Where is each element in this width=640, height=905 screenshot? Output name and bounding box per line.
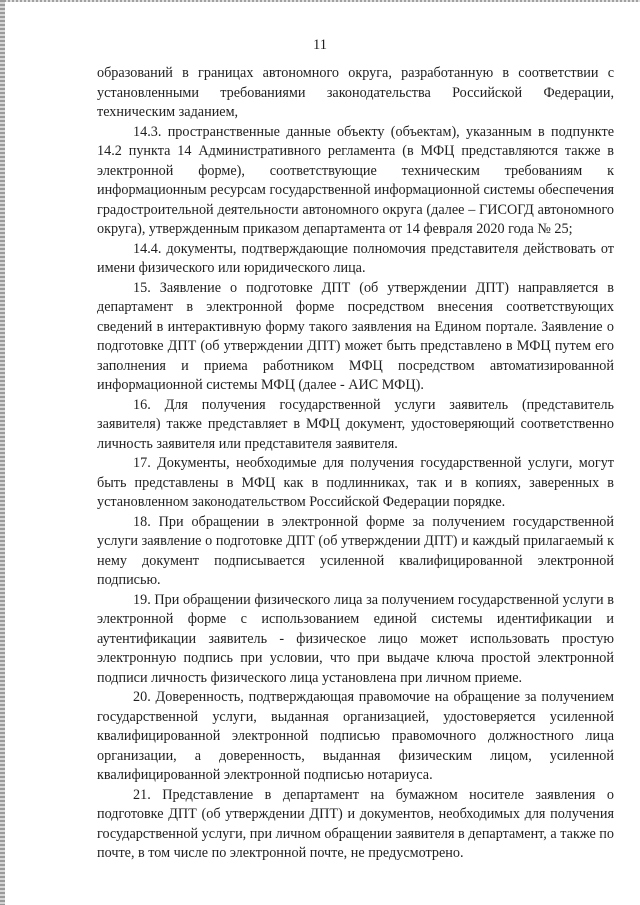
paragraph-14-3: 14.3. пространственные данные объекту (объектам), указанным в подпункте 14.2 пункта 14 Административного регламента (в МФЦ представляются также в электронной форме), соответствующие техническим требованиям к информационным ресурсам государственной информационной системы обеспечения градостроительной деятельности автономного округа (далее – ГИСОГД автономного округа), утвержденным приказом департамента от 14 февраля 2020 года № 25;: [97, 123, 614, 237]
paragraph-17: 17. Документы, необходимые для получения государственной услуги, могут быть представлены в МФЦ как в подлинниках, так и в копиях, заверенных в установленном законодательством Российской Федерации порядке.: [97, 455, 614, 510]
paragraph-20: 20. Доверенность, подтверждающая правомочие на обращение за получением государственной услуги, выданная организацией, удостоверяется усиленной квалифицированной электронной подписью правомочного должностного лица организации, а доверенность, выданная физическим лицом, усиленной квалифицированной электронной подписью нотариуса.: [97, 689, 614, 783]
paragraph-16: 16. Для получения государственной услуги заявитель (представитель заявителя) также представляет в МФЦ документ, удостоверяющий соответственно личность заявителя или представителя заявителя.: [97, 396, 614, 452]
scan-top-edge: [0, 0, 640, 2]
paragraph-19: 19. При обращении физического лица за получением государственной услуги в электронной форме с использованием единой системы идентификации и аутентификации заявитель - физическое лицо может использовать простую электронную подпись при условии, что при выдаче ключа простой электронной подписи личность физического лица установлена при личном приеме.: [97, 591, 614, 686]
paragraph-14-4: 14.4. документы, подтверждающие полномочия представителя действовать от имени физического или юридического лица.: [97, 240, 614, 276]
scan-left-edge: [0, 0, 5, 905]
paragraph-18: 18. При обращении в электронной форме за получением государственной услуги заявление о подготовке ДПТ (об утверждении ДПТ) и каждый прилагаемый к нему документ подписывается усиленной квалифицированной электронной подписью.: [97, 513, 614, 588]
paragraph-21: 21. Представление в департамент на бумажном носителе заявления о подготовке ДПТ (об утверждении ДПТ) и документов, необходимых для получения государственной услуги, при личном обращении заявителя в департамент, а также по почте, в том числе по электронной почте, не предусмотрено.: [97, 786, 614, 861]
document-body: [97, 64, 614, 864]
paragraph-15: 15. Заявление о подготовке ДПТ (об утверждении ДПТ) направляется в департамент в электронной форме посредством внесения соответствующих сведений в интерактивную форму такого заявления на Едином портале. Заявление о подготовке ДПТ (об утверждении ДПТ) может быть представлено в МФЦ путем его заполнения и приема работником МФЦ посредством автоматизированной информационной системы МФЦ (далее - АИС МФЦ).: [97, 279, 614, 393]
page-number: 11: [313, 37, 327, 53]
paragraph-14-2-continuation: образований в границах автономного округа, разработанную в соответствии с установленными требованиями законодательства Российской Федерации, техническим заданием,: [97, 65, 614, 120]
